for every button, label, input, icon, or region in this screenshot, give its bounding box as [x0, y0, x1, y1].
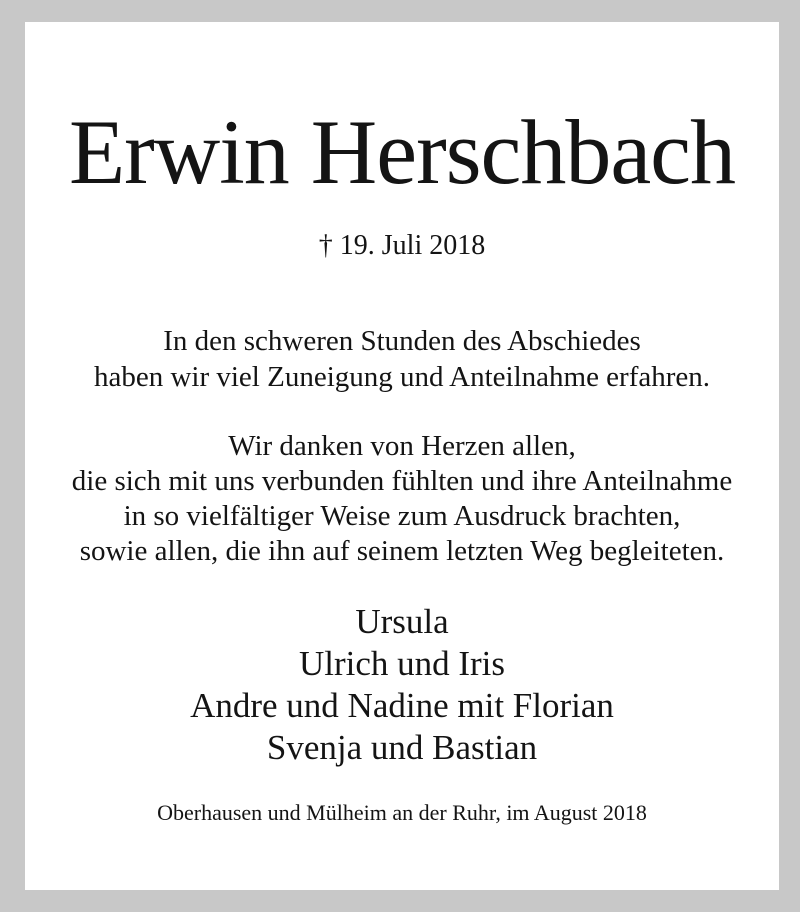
death-date: † 19. Juli 2018 — [318, 230, 486, 261]
condolence-line-2: haben wir viel Zuneigung und Anteilnahme erfahren. — [93, 361, 711, 393]
family-name-3: Andre und Nadine mit Florian — [190, 686, 614, 725]
thanks-paragraph — [25, 429, 779, 569]
thanks-line-4: sowie allen, die ihn auf seinem letzten Weg begleiteten. — [79, 535, 725, 567]
deceased-name: Erwin Herschbach — [68, 101, 736, 203]
family-names-list — [25, 601, 779, 769]
family-name-2: Ulrich und Iris — [298, 644, 506, 683]
condolence-paragraph — [25, 323, 779, 395]
family-name-1: Ursula — [355, 602, 449, 641]
family-name-4: Svenja und Bastian — [266, 728, 538, 767]
thanks-line-3: in so vielfältiger Weise zum Ausdruck brachten, — [123, 500, 681, 532]
thanks-line-1: Wir danken von Herzen allen, — [228, 430, 576, 462]
place-date-line: Oberhausen und Mülheim an der Ruhr, im August 2018 — [157, 800, 647, 825]
obituary-card — [25, 22, 779, 890]
thanks-line-2: die sich mit uns verbunden fühlten und ihre Anteilnahme — [71, 465, 733, 497]
condolence-line-1: In den schweren Stunden des Abschiedes — [163, 325, 641, 357]
